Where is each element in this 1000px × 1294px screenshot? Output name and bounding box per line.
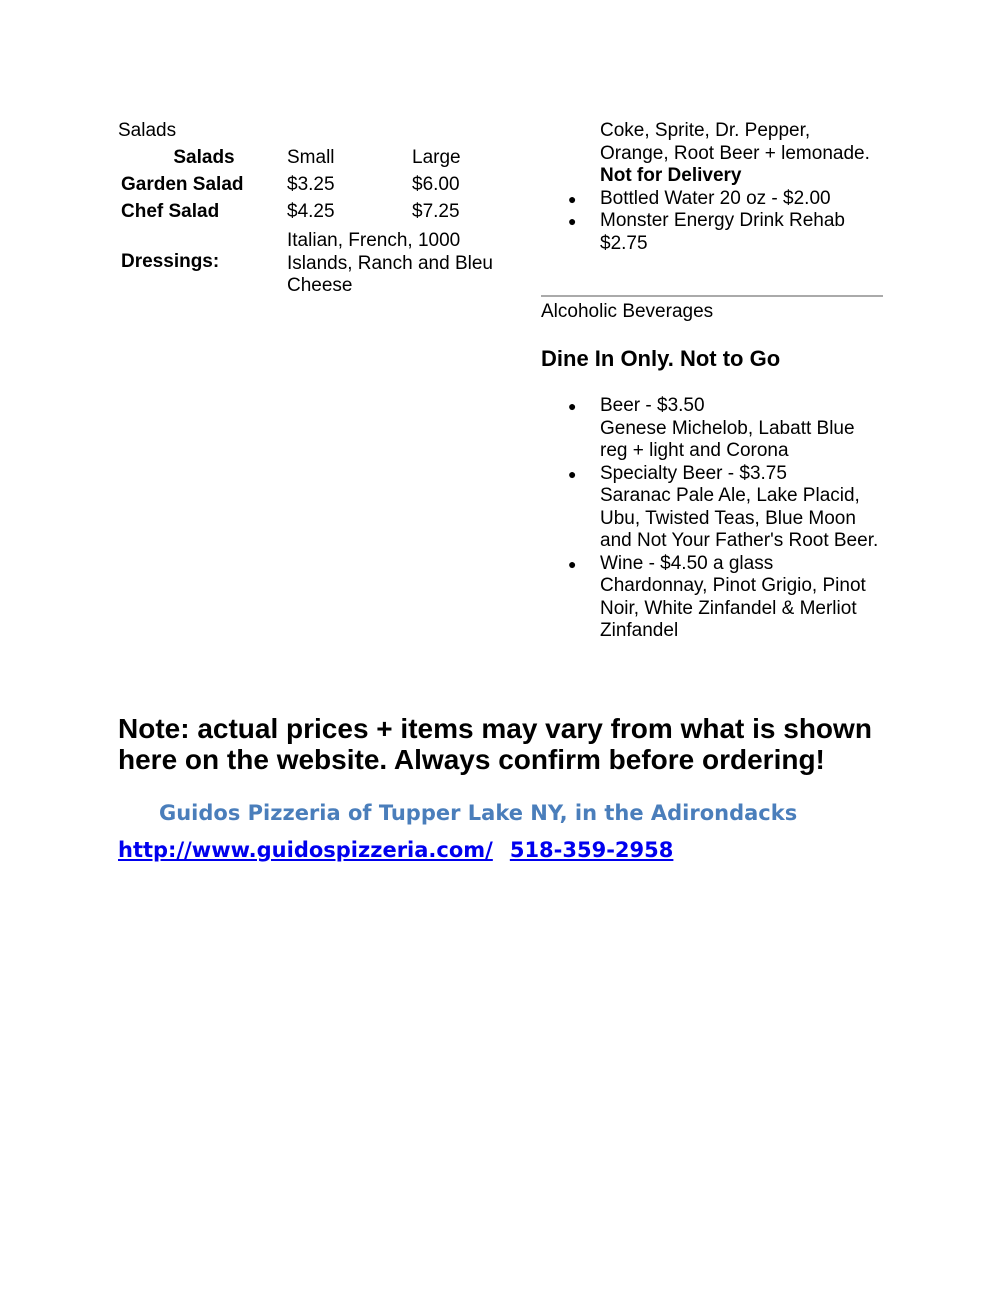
dressings-label: Dressings: bbox=[121, 250, 220, 272]
disclaimer-note: Note: actual prices + items may vary from what is shown here on the website. Always confirm before ordering! bbox=[118, 713, 872, 775]
table-row bbox=[118, 199, 512, 226]
bullet-icon: ● bbox=[568, 190, 577, 207]
list-item-desc: Chardonnay, Pinot Grigio, Pinot Noir, White Zinfandel & Merliot Zinfandel bbox=[600, 575, 866, 641]
item-large-price: $6.00 bbox=[412, 174, 460, 196]
bullet-icon: ● bbox=[568, 465, 577, 482]
salads-table bbox=[118, 145, 512, 298]
list-item bbox=[541, 463, 883, 553]
soft-drinks-list-line-2: Orange, Root Beer + lemonade. bbox=[600, 142, 870, 164]
header-small: Small bbox=[287, 147, 335, 169]
header-large: Large bbox=[412, 147, 461, 169]
website-link[interactable]: http://www.guidospizzeria.com/ bbox=[118, 838, 493, 862]
item-small-price: $4.25 bbox=[287, 201, 335, 223]
item-name: Chef Salad bbox=[121, 201, 220, 223]
list-item bbox=[541, 553, 883, 643]
list-item-title: Beer - $3.50 bbox=[600, 395, 705, 416]
contact-links bbox=[118, 838, 673, 862]
table-header-row bbox=[118, 145, 512, 172]
section-divider bbox=[541, 295, 883, 297]
salads-section-title: Salads bbox=[118, 120, 177, 141]
alcoholic-section bbox=[541, 395, 883, 643]
dressings-value: Italian, French, 1000 Islands, Ranch and Bleu Cheese bbox=[287, 230, 493, 296]
phone-link[interactable]: 518-359-2958 bbox=[509, 838, 674, 862]
list-item bbox=[541, 395, 883, 463]
item-large-price: $7.25 bbox=[412, 201, 460, 223]
list-item-price: $2.75 bbox=[600, 232, 648, 254]
dressings-row bbox=[118, 226, 512, 298]
bullet-icon: ● bbox=[568, 213, 577, 229]
bullet-icon: ● bbox=[568, 398, 577, 414]
header-salads: Salads bbox=[173, 147, 235, 169]
list-item-desc: Genese Michelob, Labatt Blue reg + light and Corona bbox=[600, 417, 855, 461]
alcoholic-section-title: Alcoholic Beverages bbox=[541, 301, 714, 322]
dine-in-notice: Dine In Only. Not to Go bbox=[541, 346, 781, 371]
list-item-title: Wine - $4.50 a glass bbox=[600, 552, 774, 574]
item-name: Garden Salad bbox=[121, 174, 244, 196]
list-item bbox=[541, 188, 883, 211]
alcoholic-list bbox=[541, 395, 883, 643]
table-row bbox=[118, 172, 512, 199]
bullet-icon: ● bbox=[568, 555, 577, 572]
item-small-price: $3.25 bbox=[287, 174, 335, 196]
not-for-delivery-note: Not for Delivery bbox=[600, 165, 742, 186]
list-item-text: Monster Energy Drink Rehab bbox=[600, 210, 845, 231]
list-item-text: Bottled Water 20 oz - $2.00 bbox=[600, 187, 831, 209]
list-item-desc: Saranac Pale Ale, Lake Placid, Ubu, Twisted Teas, Blue Moon and Not Your Father's Root Beer. bbox=[600, 485, 879, 551]
list-item-title: Specialty Beer - $3.75 bbox=[600, 462, 787, 484]
pizzeria-tagline: Guidos Pizzeria of Tupper Lake NY, in the Adirondacks bbox=[159, 801, 798, 825]
soft-drinks-section bbox=[541, 120, 883, 255]
soft-drinks-list bbox=[541, 188, 883, 256]
list-item bbox=[541, 210, 883, 255]
soft-drinks-list-line-1: Coke, Sprite, Dr. Pepper, bbox=[600, 120, 811, 141]
